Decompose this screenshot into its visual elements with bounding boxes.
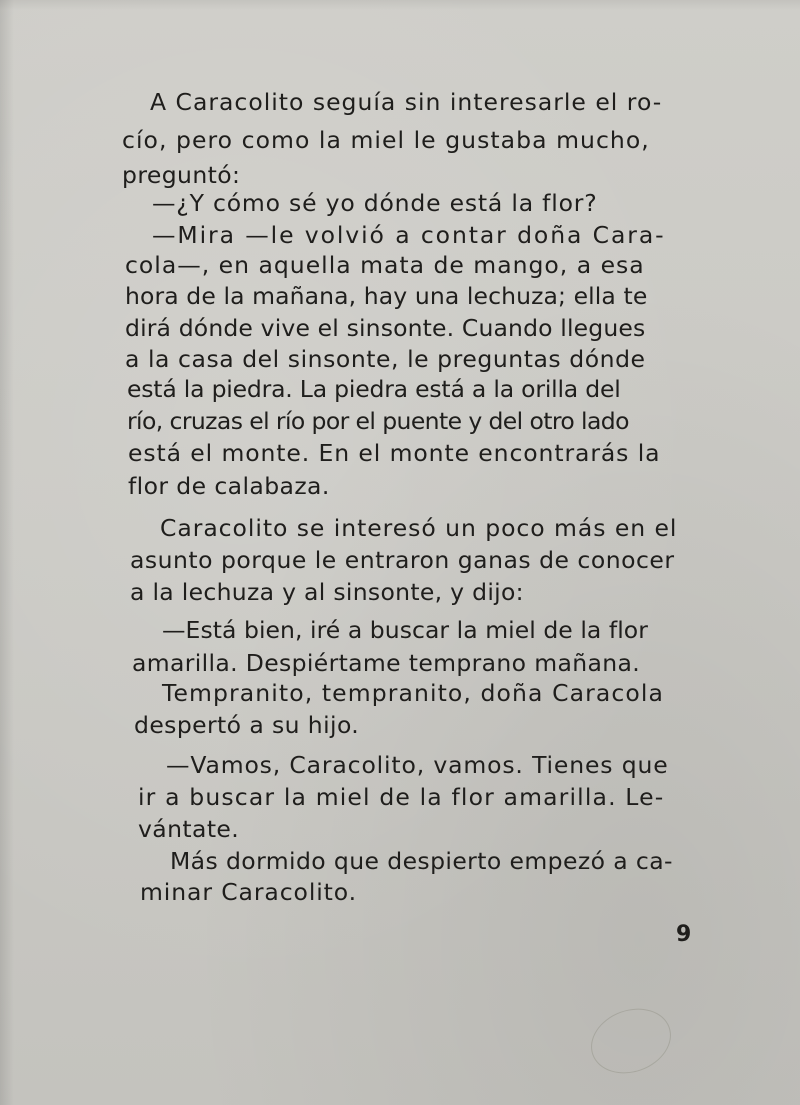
text-line: flor de calabaza. [128,472,330,500]
text-line: asunto porque le entraron ganas de conocer [130,546,675,574]
text-line: dirá dónde vive el sinsonte. Cuando llegues [125,314,646,342]
text-line: A Caracolito seguía sin interesarle el ro- [150,88,663,116]
text-line: está el monte. En el monte encontrarás la [128,439,661,467]
text-line: —Está bien, iré a buscar la miel de la flor [162,616,648,644]
text-line: —¿Y cómo sé yo dónde está la flor? [152,189,598,217]
text-line: vántate. [138,815,240,843]
text-line: —Mira —le volvió a contar doña Cara- [152,221,666,249]
text-line: Tempranito, tempranito, doña Caracola [162,679,665,707]
text-line: está la piedra. La piedra está a la orilla del [127,375,621,403]
text-line: a la lechuza y al sinsonte, y dijo: [130,578,524,606]
text-line: preguntó: [122,161,241,189]
text-line: Caracolito se interesó un poco más en el [160,514,678,542]
text-line: despertó a su hijo. [134,711,360,739]
text-line: amarilla. Despiértame temprano mañana. [132,649,641,677]
text-line: cío, pero como la miel le gustaba mucho, [122,126,650,154]
text-line: a la casa del sinsonte, le preguntas dónde [125,345,646,373]
page-number: 9 [676,922,692,947]
text-line: —Vamos, Caracolito, vamos. Tienes que [166,751,669,779]
text-line: minar Caracolito. [140,878,358,906]
text-line: cola—, en aquella mata de mango, a esa [125,251,645,279]
text-line: Más dormido que despierto empezó a ca- [170,847,673,875]
text-line: río, cruzas el río por el puente y del otro lado [127,407,629,435]
text-line: hora de la mañana, hay una lechuza; ella te [125,282,648,310]
text-line: ir a buscar la miel de la flor amarilla. Le- [138,783,665,811]
